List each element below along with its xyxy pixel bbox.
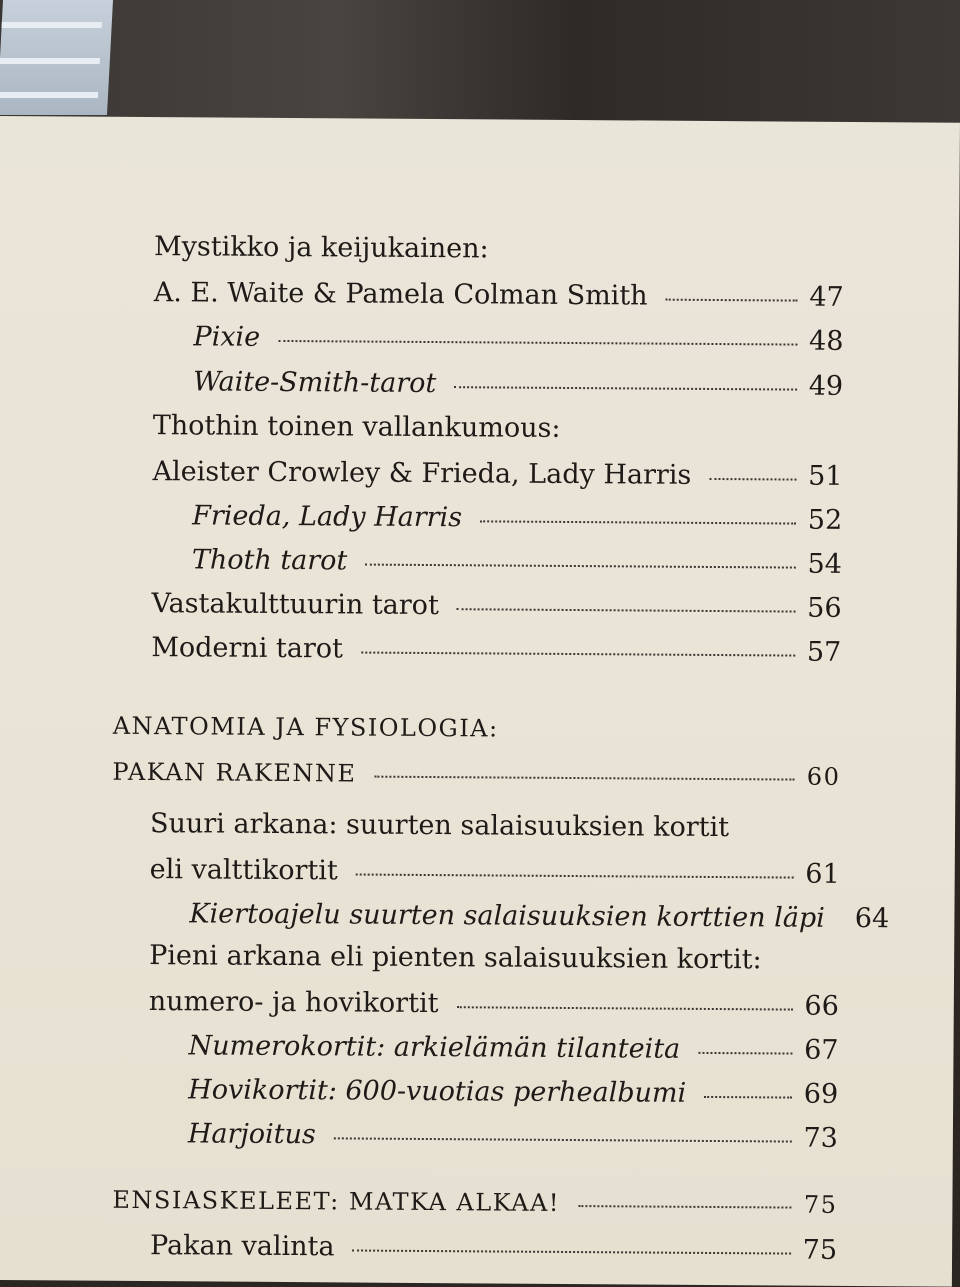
dot-leader xyxy=(334,1136,792,1142)
page-number: 56 xyxy=(807,592,842,626)
dot-leader xyxy=(666,298,798,302)
toc-label: A. E. Waite & Pamela Colman Smith xyxy=(154,276,648,313)
book-page xyxy=(0,116,960,1287)
dot-leader xyxy=(709,477,796,481)
page-number: 49 xyxy=(809,370,844,404)
toc-heading-line xyxy=(154,230,844,269)
dot-leader xyxy=(361,651,795,657)
toc-label: Thoth tarot xyxy=(192,543,348,578)
page-number: 66 xyxy=(804,990,839,1024)
dot-leader xyxy=(365,563,795,569)
toc-label: Moderni tarot xyxy=(151,631,343,666)
dot-leader xyxy=(698,1051,792,1055)
toc-entry xyxy=(154,276,844,315)
page-number: 73 xyxy=(803,1122,838,1156)
dot-leader xyxy=(356,873,794,879)
toc-subentry xyxy=(188,1029,838,1068)
toc-subentry xyxy=(193,365,843,404)
chapter-label: ANATOMIA JA FYSIOLOGIA: xyxy=(113,709,499,746)
dot-leader xyxy=(454,385,796,390)
chapter-entry xyxy=(112,755,840,794)
toc-entry xyxy=(149,985,839,1024)
page-number: 60 xyxy=(807,760,841,794)
dot-leader xyxy=(353,1248,791,1254)
toc-entry xyxy=(152,455,842,494)
toc-label: Waite-Smith-tarot xyxy=(193,365,436,401)
toc-label: Pieni arkana eli pienten salaisuuksien kortit: xyxy=(149,939,762,977)
dot-leader xyxy=(480,519,796,524)
page-number: 75 xyxy=(803,1234,838,1268)
toc-subentry xyxy=(192,543,842,582)
page-number: 57 xyxy=(807,636,842,670)
toc-label: Numerokortit: arkielämän tilanteita xyxy=(188,1029,680,1066)
page-number: 75 xyxy=(804,1188,838,1222)
page-number: 54 xyxy=(807,548,842,582)
dot-leader xyxy=(374,775,794,781)
dot-leader xyxy=(704,1095,792,1099)
chapter-label: PAKAN RAKENNE xyxy=(112,755,356,791)
background-object xyxy=(0,0,113,115)
toc-entry xyxy=(151,587,841,626)
page-number: 64 xyxy=(855,902,890,936)
toc-subentry xyxy=(189,897,839,936)
toc-subentry xyxy=(188,1073,838,1112)
dot-leader xyxy=(456,1005,792,1010)
toc-subentry xyxy=(188,1117,838,1156)
toc-label: Aleister Crowley & Frieda, Lady Harris xyxy=(152,455,691,493)
page-number: 48 xyxy=(809,325,844,359)
toc-label: Hovikortit: 600-vuotias perhealbumi xyxy=(188,1073,686,1110)
page-number: 67 xyxy=(804,1034,839,1068)
toc-entry xyxy=(150,853,840,892)
toc-label: Suuri arkana: suurten salaisuuksien kortit xyxy=(150,807,729,845)
chapter-heading-line xyxy=(113,709,841,748)
toc-label: Pakan valinta xyxy=(150,1229,335,1264)
toc-label: Mystikko ja keijukainen: xyxy=(154,230,489,266)
toc-heading-line xyxy=(153,409,843,448)
chapter-label: ENSIASKELEET: MATKA ALKAA! xyxy=(112,1183,560,1220)
toc-heading-line xyxy=(150,807,840,846)
toc-label: Frieda, Lady Harris xyxy=(192,499,462,535)
toc-subentry xyxy=(193,320,843,359)
page-number: 47 xyxy=(809,281,844,315)
page-number: 61 xyxy=(805,858,840,892)
toc-entry xyxy=(150,1229,837,1268)
toc-label: Vastakulttuurin tarot xyxy=(151,587,438,623)
toc-entry xyxy=(151,631,841,670)
page-number: 69 xyxy=(804,1078,839,1112)
toc-label: Pixie xyxy=(193,320,260,354)
toc-heading-line xyxy=(149,939,839,978)
dot-leader xyxy=(278,339,797,346)
page-number: 52 xyxy=(808,504,843,538)
chapter-entry xyxy=(112,1183,837,1222)
toc-subentry xyxy=(192,499,842,538)
page-number: 51 xyxy=(808,460,843,494)
dot-leader xyxy=(578,1204,792,1208)
toc-label: Kiertoajelu suurten salaisuuksien korttien läpi xyxy=(189,897,825,935)
dot-leader xyxy=(457,607,795,612)
toc-label: Thothin toinen vallankumous: xyxy=(153,409,561,446)
toc-label: Harjoitus xyxy=(188,1117,316,1152)
toc-label: eli valttikortit xyxy=(150,853,338,888)
toc-label: numero- ja hovikortit xyxy=(149,985,439,1021)
